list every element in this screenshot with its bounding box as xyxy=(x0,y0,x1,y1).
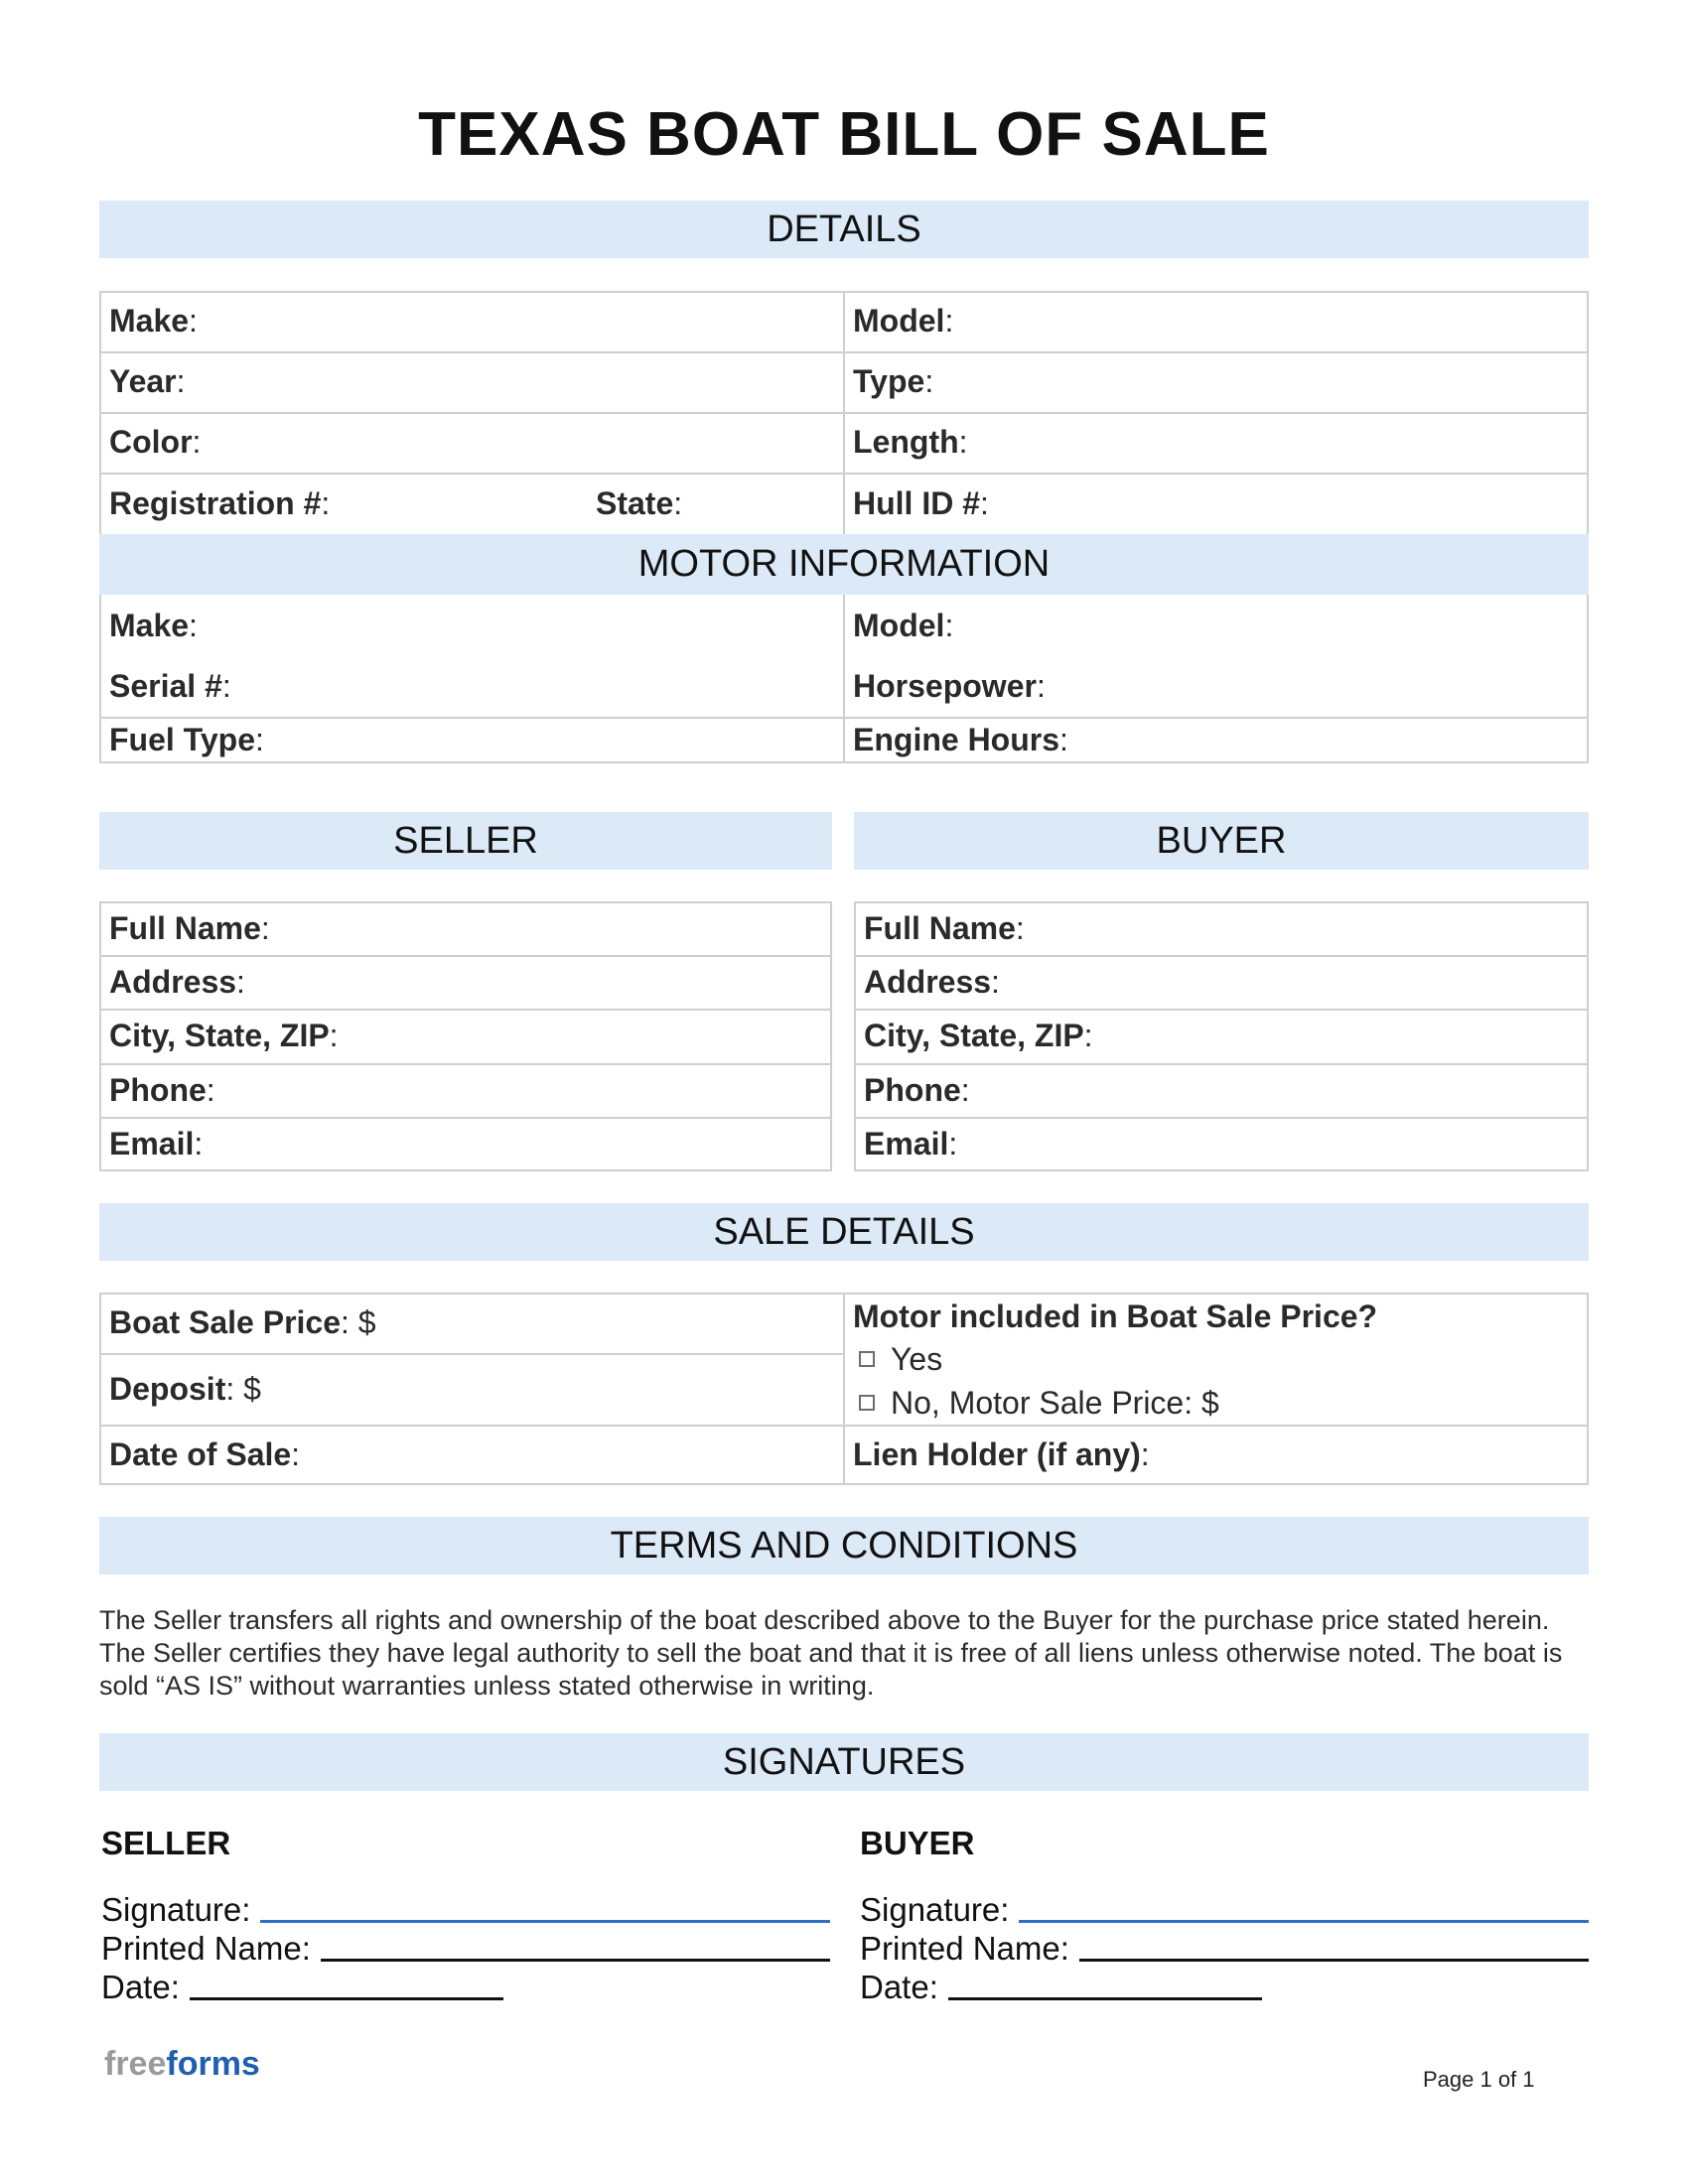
seller-date-line[interactable] xyxy=(190,1997,503,2000)
seller-printed-name-line[interactable] xyxy=(321,1959,830,1962)
motor-make-field[interactable]: Make : xyxy=(109,608,198,643)
boat-model-field[interactable]: Model : xyxy=(853,303,954,339)
seller-full-name-field[interactable]: Full Name : xyxy=(109,909,270,946)
seller-signature-heading: SELLER xyxy=(101,1825,231,1861)
registration-field[interactable]: Registration # : xyxy=(109,484,331,521)
sale-details-section-header: SALE DETAILS xyxy=(99,1203,1589,1261)
seller-printed-name-row[interactable]: Printed Name: xyxy=(101,1930,830,1968)
buyer-signature-heading: BUYER xyxy=(860,1825,975,1861)
seller-signature-row[interactable]: Signature: xyxy=(101,1891,830,1929)
boat-length-field[interactable]: Length : xyxy=(853,424,968,460)
boat-type-field[interactable]: Type : xyxy=(853,363,934,399)
buyer-signature-line[interactable] xyxy=(1019,1920,1589,1923)
lien-holder-field[interactable]: Lien Holder (if any) : xyxy=(853,1436,1150,1472)
seller-email-field[interactable]: Email : xyxy=(109,1126,204,1161)
deposit-field[interactable]: Deposit : $ xyxy=(109,1370,261,1407)
no-checkbox[interactable] xyxy=(859,1395,875,1411)
motor-serial-field[interactable]: Serial # : xyxy=(109,668,231,704)
boat-make-field[interactable]: Make : xyxy=(109,303,198,339)
buyer-phone-field[interactable]: Phone : xyxy=(864,1071,970,1108)
boat-year-field[interactable]: Year : xyxy=(109,363,186,399)
document-title: TEXAS BOAT BILL OF SALE xyxy=(418,100,1270,169)
seller-phone-field[interactable]: Phone : xyxy=(109,1071,215,1108)
buyer-printed-name-line[interactable] xyxy=(1079,1959,1589,1962)
motor-included-yes-option[interactable]: Yes xyxy=(843,1338,1588,1380)
date-of-sale-field[interactable]: Date of Sale : xyxy=(109,1436,301,1472)
boat-color-field[interactable]: Color : xyxy=(109,424,202,460)
boat-sale-price-field[interactable]: Boat Sale Price : $ xyxy=(109,1304,376,1340)
registration-state-field[interactable]: State : xyxy=(596,484,683,521)
motor-included-no-option[interactable]: No, Motor Sale Price: $ xyxy=(843,1382,1588,1424)
motor-model-field[interactable]: Model : xyxy=(853,608,954,643)
seller-city-state-zip-field[interactable]: City, State, ZIP : xyxy=(109,1018,339,1053)
seller-date-row[interactable]: Date: xyxy=(101,1969,503,2006)
hull-id-field[interactable]: Hull ID # : xyxy=(853,484,989,521)
buyer-date-line[interactable] xyxy=(948,1997,1262,2000)
buyer-section-header: BUYER xyxy=(854,812,1589,870)
buyer-address-field[interactable]: Address : xyxy=(864,963,1000,1000)
seller-address-field[interactable]: Address : xyxy=(109,963,245,1000)
buyer-city-state-zip-field[interactable]: City, State, ZIP : xyxy=(864,1018,1093,1053)
buyer-printed-name-row[interactable]: Printed Name: xyxy=(860,1930,1589,1968)
motor-included-question: Motor included in Boat Sale Price? xyxy=(853,1297,1378,1334)
motor-section-header: MOTOR INFORMATION xyxy=(99,534,1589,595)
terms-paragraph: The Seller transfers all rights and ownership of the boat described above to the Buyer for the purchase price stated herein. The Seller certifies they have legal authority to sell the boat and that it is free of all liens unless otherwise noted. The boat is sold “AS IS” without warranties unless stated otherwise in writing. xyxy=(99,1605,1563,1701)
page-number: Page 1 of 1 xyxy=(1423,2067,1535,2092)
buyer-signature-row[interactable]: Signature: xyxy=(860,1891,1589,1929)
yes-checkbox[interactable] xyxy=(859,1351,875,1367)
details-section-header: DETAILS xyxy=(99,201,1589,258)
seller-section-header: SELLER xyxy=(99,812,832,870)
motor-fuel-type-field[interactable]: Fuel Type : xyxy=(109,722,264,757)
terms-section-header: TERMS AND CONDITIONS xyxy=(99,1517,1589,1574)
buyer-date-row[interactable]: Date: xyxy=(860,1969,1262,2006)
seller-signature-line[interactable] xyxy=(260,1920,830,1923)
motor-horsepower-field[interactable]: Horsepower : xyxy=(853,668,1046,704)
buyer-full-name-field[interactable]: Full Name : xyxy=(864,909,1025,946)
motor-engine-hours-field[interactable]: Engine Hours : xyxy=(853,722,1068,757)
buyer-email-field[interactable]: Email : xyxy=(864,1126,958,1161)
signatures-section-header: SIGNATURES xyxy=(99,1733,1589,1791)
freeforms-logo: freeforms xyxy=(104,2045,260,2083)
